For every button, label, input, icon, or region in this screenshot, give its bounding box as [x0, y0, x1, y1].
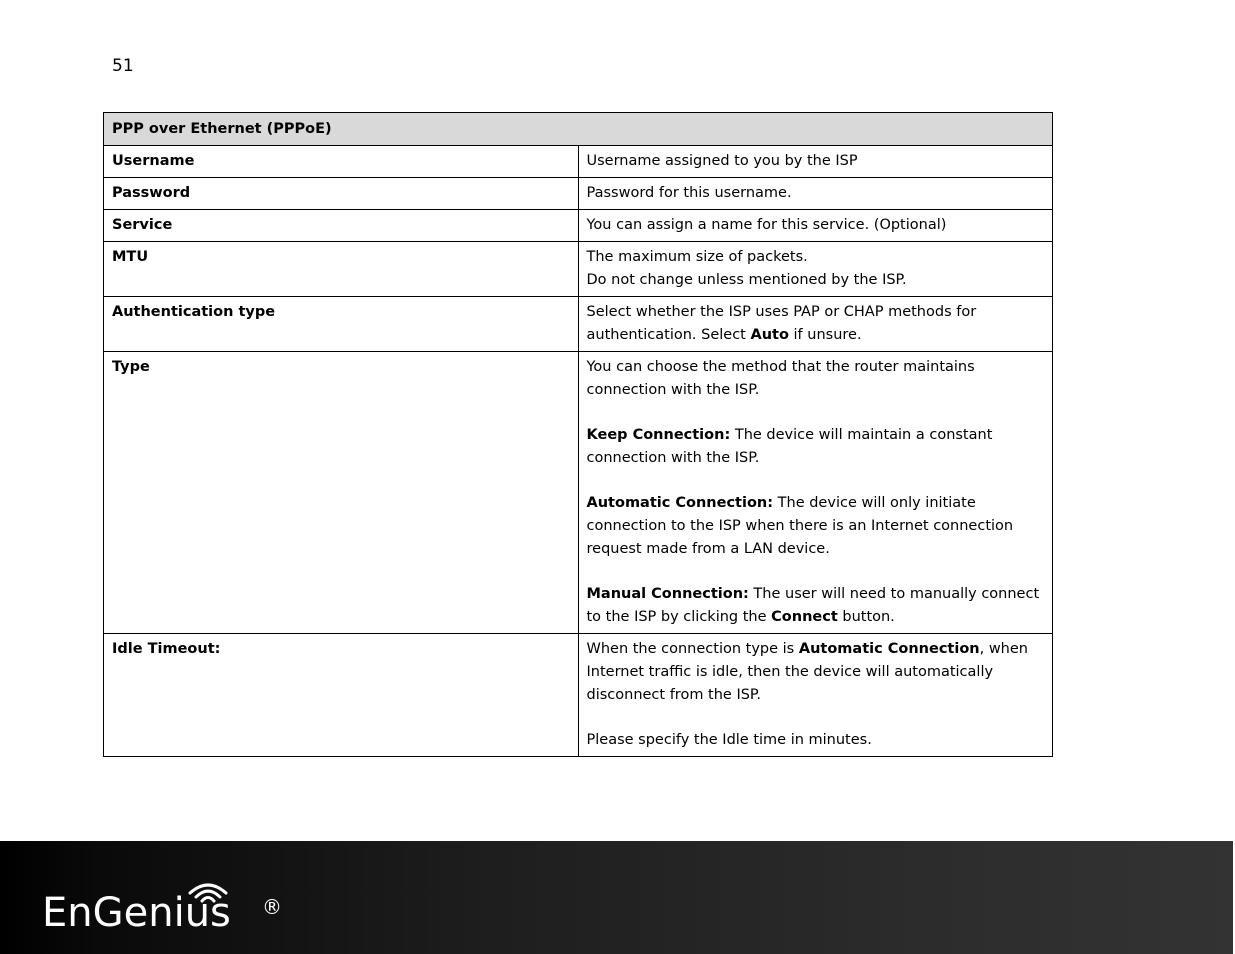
- keep-connection-text: The device will maintain a constant connection with the ISP.: [586, 427, 993, 466]
- row-label-service: Service: [104, 210, 579, 242]
- logo-text: EnGenius: [42, 890, 231, 936]
- mtu-desc-line-2: Do not change unless mentioned by the ISP.: [586, 272, 907, 288]
- pppoe-settings-table: [103, 112, 1053, 757]
- row-desc-password: Password for this username.: [578, 178, 1053, 210]
- type-automatic-connection: [587, 492, 1045, 561]
- idle-desc-p2: Please specify the Idle time in minutes.: [586, 732, 872, 748]
- page-number: 51: [112, 56, 134, 76]
- row-label-mtu: MTU: [104, 242, 579, 297]
- idle-desc-p1: [587, 638, 1045, 707]
- row-desc-auth-type: [578, 297, 1053, 352]
- automatic-connection-label: Automatic Connection:: [586, 495, 774, 511]
- table-row: [104, 297, 1053, 352]
- idle-desc-post: , when Internet traffic is idle, then the device will automatically disconnect from the ISP.: [586, 641, 1028, 703]
- table-row: [104, 210, 1053, 242]
- type-intro: You can choose the method that the router maintains connection with the ISP.: [586, 359, 975, 398]
- table-row: [104, 634, 1053, 757]
- registered-mark: ®: [262, 895, 282, 919]
- table-row: [104, 242, 1053, 297]
- auth-desc-pre: Select whether the ISP uses PAP or CHAP methods for authentication. Select: [586, 304, 977, 343]
- manual-connection-label: Manual Connection:: [586, 586, 749, 602]
- row-label-password: Password: [104, 178, 579, 210]
- row-desc-mtu: [578, 242, 1053, 297]
- row-desc-service: You can assign a name for this service. (Optional): [578, 210, 1053, 242]
- type-manual-connection: [587, 583, 1045, 629]
- row-desc-username: Username assigned to you by the ISP: [578, 146, 1053, 178]
- manual-connection-bold: Connect: [771, 609, 838, 625]
- auth-desc-bold: Auto: [750, 327, 789, 343]
- row-label-username: Username: [104, 146, 579, 178]
- auth-desc-post: if unsure.: [788, 327, 862, 343]
- row-label-idle-timeout: Idle Timeout:: [104, 634, 579, 757]
- row-label-auth-type: Authentication type: [104, 297, 579, 352]
- table-row: [104, 352, 1053, 634]
- type-keep-connection: [587, 424, 1045, 470]
- idle-desc-pre: When the connection type is: [586, 641, 799, 657]
- table-title: PPP over Ethernet (PPPoE): [104, 113, 1053, 146]
- manual-connection-text: The user will need to manually connect to the ISP by clicking the: [586, 586, 1040, 625]
- manual-connection-post: button.: [837, 609, 895, 625]
- row-label-type: Type: [104, 352, 579, 634]
- table-row: [104, 178, 1053, 210]
- table-header-row: [104, 113, 1053, 146]
- keep-connection-label: Keep Connection:: [586, 427, 731, 443]
- row-desc-type: [578, 352, 1053, 634]
- idle-desc-bold: Automatic Connection: [798, 641, 980, 657]
- mtu-desc-line-1: The maximum size of packets.: [586, 249, 808, 265]
- page-footer: [0, 841, 1235, 954]
- engenius-logo: [42, 879, 302, 939]
- row-desc-idle-timeout: [578, 634, 1053, 757]
- table-row: [104, 146, 1053, 178]
- automatic-connection-text: The device will only initiate connection to the ISP when there is an Internet connection request made from a LAN device.: [586, 495, 1014, 557]
